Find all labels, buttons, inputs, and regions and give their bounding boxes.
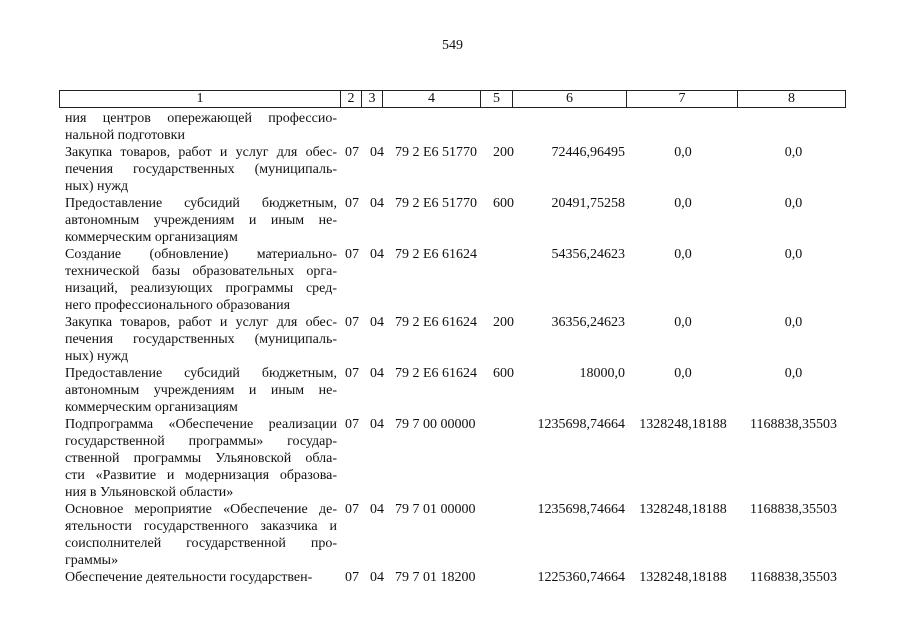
row-description xyxy=(65,110,337,144)
budget-table-body xyxy=(0,110,905,586)
row-description xyxy=(65,246,337,314)
table-row xyxy=(0,110,905,144)
description-line: сти «Развитие и модернизация образова- xyxy=(65,468,337,483)
amount-col-8: 1168838,35503 xyxy=(750,417,837,432)
table-row xyxy=(0,314,905,365)
column-header-5: 5 xyxy=(481,91,513,108)
column-header-4: 4 xyxy=(383,91,481,108)
amount-col-8: 0,0 xyxy=(784,366,803,381)
row-description xyxy=(65,195,337,246)
section-code: 07 xyxy=(345,247,359,262)
amount-col-7: 0,0 xyxy=(674,196,692,211)
section-code: 07 xyxy=(345,196,359,211)
target-article-code: 79 7 01 18200 xyxy=(395,570,476,585)
target-article-code: 79 2 Е6 51770 xyxy=(395,145,478,160)
subsection-code: 04 xyxy=(370,145,384,160)
description-line: коммерческим организациям xyxy=(65,230,238,245)
row-description xyxy=(65,569,337,586)
subsection-code: 04 xyxy=(370,417,384,432)
table-row xyxy=(0,195,905,246)
description-line: него профессионального образования xyxy=(65,298,291,313)
description-line: нальной подготовки xyxy=(65,128,185,143)
amount-col-7: 0,0 xyxy=(674,315,692,330)
description-line: Создание (обновление) материально- xyxy=(65,247,337,262)
section-code: 07 xyxy=(345,145,359,160)
description-line: Предоставление субсидий бюджетным, xyxy=(65,366,337,381)
amount-col-6: 1235698,74664 xyxy=(537,417,625,432)
column-header-table xyxy=(59,90,846,108)
amount-col-6: 20491,75258 xyxy=(551,196,625,211)
target-article-code: 79 7 00 00000 xyxy=(395,417,476,432)
expense-type-code: 200 xyxy=(493,315,514,330)
description-line: печения государственных (муниципаль- xyxy=(65,162,337,177)
amount-col-7: 1328248,18188 xyxy=(639,502,727,517)
amount-col-8: 0,0 xyxy=(784,145,803,160)
table-row xyxy=(0,246,905,314)
amount-col-7: 0,0 xyxy=(674,145,692,160)
table-row xyxy=(0,144,905,195)
description-line: Предоставление субсидий бюджетным, xyxy=(65,196,337,211)
description-line: печения государственных (муниципаль- xyxy=(65,332,337,347)
amount-col-8: 0,0 xyxy=(784,196,803,211)
amount-col-8: 0,0 xyxy=(784,315,803,330)
description-line: Закупка товаров, работ и услуг для обес- xyxy=(65,315,337,330)
amount-col-8: 0,0 xyxy=(784,247,803,262)
description-line: ных) нужд xyxy=(65,179,129,194)
description-line: низаций, реализующих программы сред- xyxy=(65,281,337,296)
subsection-code: 04 xyxy=(370,315,384,330)
amount-col-6: 1225360,74664 xyxy=(537,570,625,585)
description-line: ния центров опережающей профессио- xyxy=(65,111,337,126)
amount-col-6: 36356,24623 xyxy=(551,315,625,330)
column-header-6: 6 xyxy=(513,91,627,108)
expense-type-code: 600 xyxy=(493,196,514,211)
page-number: 549 xyxy=(442,38,463,53)
description-line: Закупка товаров, работ и услуг для обес- xyxy=(65,145,337,160)
row-description xyxy=(65,365,337,416)
amount-col-7: 1328248,18188 xyxy=(639,570,727,585)
amount-col-7: 1328248,18188 xyxy=(639,417,727,432)
table-row xyxy=(0,365,905,416)
description-line: Обеспечение деятельности государствен- xyxy=(65,570,313,585)
section-code: 07 xyxy=(345,366,359,381)
row-description xyxy=(65,144,337,195)
description-line: ния в Ульяновской области» xyxy=(65,485,234,500)
target-article-code: 79 2 Е6 61624 xyxy=(395,247,478,262)
target-article-code: 79 2 Е6 61624 xyxy=(395,366,478,381)
subsection-code: 04 xyxy=(370,196,384,211)
row-description xyxy=(65,416,337,501)
column-header-8: 8 xyxy=(738,91,846,108)
table-row xyxy=(0,416,905,501)
amount-col-8: 1168838,35503 xyxy=(750,502,837,517)
amount-col-8: 1168838,35503 xyxy=(750,570,837,585)
description-line: автономным учреждениям и иным не- xyxy=(65,383,337,398)
description-line: соисполнителей государственной про- xyxy=(65,536,337,551)
amount-col-6: 72446,96495 xyxy=(551,145,625,160)
description-line: коммерческим организациям xyxy=(65,400,238,415)
section-code: 07 xyxy=(345,315,359,330)
target-article-code: 79 2 Е6 61624 xyxy=(395,315,478,330)
description-line: ственной программы Ульяновской обла- xyxy=(65,451,337,466)
description-line: Основное мероприятие «Обеспечение де- xyxy=(65,502,337,517)
description-line: государственной программы» государ- xyxy=(65,434,337,449)
table-row xyxy=(0,501,905,569)
column-header-7: 7 xyxy=(627,91,738,108)
amount-col-6: 18000,0 xyxy=(579,366,625,381)
amount-col-6: 54356,24623 xyxy=(551,247,625,262)
column-header-1: 1 xyxy=(60,91,341,108)
subsection-code: 04 xyxy=(370,570,384,585)
row-description xyxy=(65,501,337,569)
table-row xyxy=(0,569,905,586)
expense-type-code: 600 xyxy=(493,366,514,381)
description-line: ных) нужд xyxy=(65,349,129,364)
target-article-code: 79 7 01 00000 xyxy=(395,502,476,517)
description-line: граммы» xyxy=(65,553,119,568)
section-code: 07 xyxy=(345,502,359,517)
expense-type-code: 200 xyxy=(493,145,514,160)
section-code: 07 xyxy=(345,417,359,432)
row-description xyxy=(65,314,337,365)
subsection-code: 04 xyxy=(370,247,384,262)
target-article-code: 79 2 Е6 51770 xyxy=(395,196,478,211)
description-line: автономным учреждениям и иным не- xyxy=(65,213,337,228)
description-line: ятельности государственного заказчика и xyxy=(65,519,337,534)
subsection-code: 04 xyxy=(370,502,384,517)
description-line: Подпрограмма «Обеспечение реализации xyxy=(65,417,337,432)
amount-col-7: 0,0 xyxy=(674,366,692,381)
amount-col-7: 0,0 xyxy=(674,247,692,262)
section-code: 07 xyxy=(345,570,359,585)
column-header-2: 2 xyxy=(341,91,362,108)
column-header-row xyxy=(60,91,846,108)
amount-col-6: 1235698,74664 xyxy=(537,502,625,517)
column-header-3: 3 xyxy=(362,91,383,108)
description-line: технической базы образовательных орга- xyxy=(65,264,337,279)
subsection-code: 04 xyxy=(370,366,384,381)
